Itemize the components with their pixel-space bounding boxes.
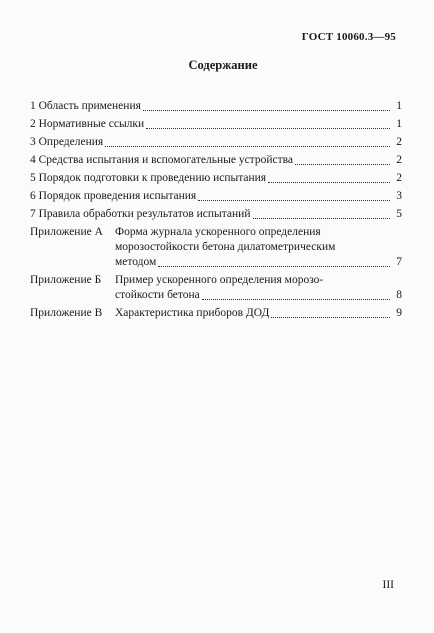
toc-entry-page: 2 (396, 172, 402, 184)
appendix-title-line: Характеристика приборов ДОД (115, 307, 270, 319)
toc-appendix-a[interactable] (30, 225, 402, 270)
appendix-prefix: Приложение В (30, 307, 103, 319)
toc-entry-label: 7 Правила обработки результатов испытаний (30, 208, 251, 220)
toc-entry-label: 2 Нормативные ссылки (30, 118, 145, 130)
toc-entry-page: 1 (396, 100, 402, 112)
toc-entry-label: 1 Область применения (30, 100, 141, 112)
leader-dots (253, 218, 391, 219)
toc-entry-page: 8 (396, 289, 402, 301)
toc-entry[interactable] (30, 207, 402, 222)
toc-appendix-v[interactable] (30, 306, 402, 321)
toc-entry-page: 1 (396, 118, 402, 130)
toc-entry[interactable] (30, 153, 402, 168)
toc-entry-page: 5 (396, 208, 402, 220)
toc-entry-page: 2 (396, 136, 402, 148)
leader-dots (271, 317, 390, 318)
toc-entry[interactable] (30, 99, 402, 114)
appendix-title-line: стойкости бетона (115, 289, 200, 301)
leader-dots (268, 182, 390, 183)
appendix-title-line: Пример ускоренного определения морозо- (115, 274, 324, 286)
appendix-title-line: Форма журнала ускоренного определения (115, 226, 321, 238)
appendix-title-line: морозостойкости бетона дилатометрическим (115, 241, 336, 253)
toc-entry-page: 7 (396, 256, 402, 268)
appendix-title (115, 225, 402, 270)
appendix-prefix: Приложение А (30, 226, 103, 238)
leader-dots (198, 200, 390, 201)
toc-entry-label: 5 Порядок подготовки к проведению испытания (30, 172, 267, 184)
toc-entry[interactable] (30, 117, 402, 132)
leader-dots (143, 110, 390, 111)
toc-entry-label: 4 Средства испытания и вспомогательные устройства (30, 154, 294, 166)
table-of-contents (30, 99, 402, 324)
toc-entry-page: 9 (396, 307, 402, 319)
leader-dots (295, 164, 390, 165)
toc-appendix-b[interactable] (30, 273, 402, 303)
standard-code: ГОСТ 10060.3—95 (301, 31, 396, 43)
leader-dots (105, 146, 390, 147)
appendix-title (115, 306, 402, 321)
toc-entry-page: 2 (396, 154, 402, 166)
appendix-prefix: Приложение Б (30, 274, 102, 286)
leader-dots (202, 299, 390, 300)
appendix-title (115, 273, 402, 303)
toc-entry[interactable] (30, 171, 402, 186)
appendix-title-line: методом (115, 256, 157, 268)
leader-dots (146, 128, 390, 129)
toc-entry-label: 6 Порядок проведения испытания (30, 190, 197, 202)
toc-entry-label: 3 Определения (30, 136, 104, 148)
leader-dots (158, 266, 390, 267)
toc-entry[interactable] (30, 189, 402, 204)
toc-entry[interactable] (30, 135, 402, 150)
toc-entry-page: 3 (396, 190, 402, 202)
page-title: Содержание (188, 58, 258, 72)
page-number: III (382, 579, 394, 591)
